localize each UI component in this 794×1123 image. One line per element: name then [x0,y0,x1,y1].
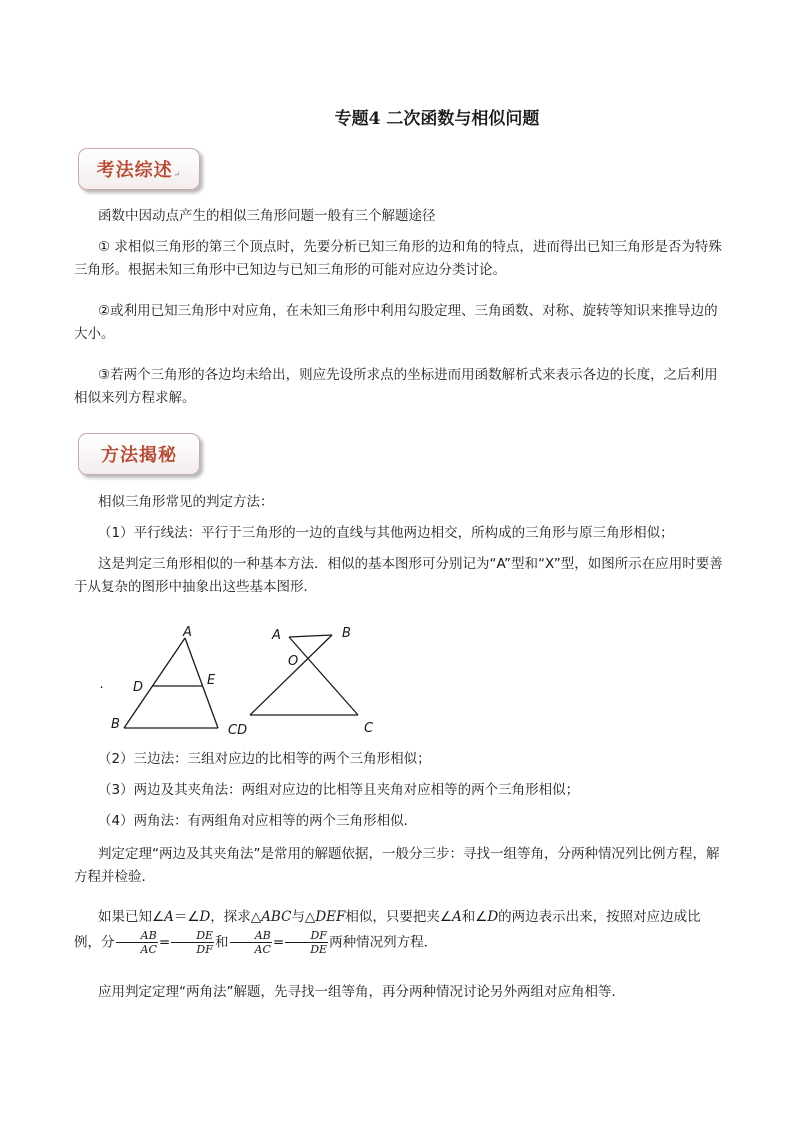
paragraph-sas-steps: 判定定理“两边及其夹角法”是常用的解题依据，一般分三步：寻找一组等角，分两种情况列比例方程，解方程并检验． [74,846,720,885]
section-header-label: 方法揭秘 [101,445,177,466]
paragraph-mark-icon: ↵ [173,170,182,179]
fraction-df-de: $\frac{DF}{DE}$ [285,929,328,956]
similar-triangle-figure [90,620,410,740]
section-header-label: 考法综述 [96,160,173,181]
paragraph-example: 如果已知∠A＝∠D，探求△ABC与△DEF相似，只要把夹∠A和∠D的两边表示出来，按照对应边成比例，分 $\frac{AB}{AC}$ = $\frac{DE}{DF}$ 和 $\frac{AB}{AC}$ = $\frac{DF}{DE}$ 两种情况列方程． [74,909,701,956]
paragraph-basic-figures: 这是判定三角形相似的一种基本方法．相似的基本图形可分别记为“A”型和“X”型，如图所示在应用时要善于从复杂的图形中抽象出这些基本图形． [74,556,723,595]
label-d: D [133,680,144,695]
paragraph-sas: （3）两边及其夹角法：两组对应边的比相等且夹角对应相等的两个三角形相似； [98,782,580,798]
fraction-ab-ac: $\frac{AB}{AC}$ [116,929,158,956]
fraction-de-df: $\frac{DE}{DF}$ [171,929,214,956]
paragraph-method-1: ① 求相似三角形的第三个顶点时，先要分析已知三角形的边和角的特点，进而得出已知三角形是否为特殊三角形。根据未知三角形中已知边与已知三角形的可能对应边分类讨论。 [74,239,722,278]
fraction-ab-ac-2: $\frac{AB}{AC}$ [230,929,272,956]
section-header-exam-overview [78,148,200,190]
paragraph-parallel-method: （1）平行线法：平行于三角形的一边的直线与其他两边相交，所构成的三角形与原三角形相似； [98,525,674,541]
paragraph-aa-application: 应用判定定理“两角法”解题，先寻找一组等角，再分两种情况讨论另外两组对应角相等． [98,984,625,1000]
figure-dot: . [100,677,105,692]
label-b: B [111,717,120,732]
label-e: E [207,673,216,688]
x-type-line-bd [250,635,332,715]
paragraph-aa: （4）两角法：有两组角对应相等的两个三角形相似． [98,813,418,829]
paragraph-criteria-intro: 相似三角形常见的判定方法： [98,494,274,510]
label-x-c: C [364,721,374,736]
paragraph-intro: 函数中因动点产生的相似三角形问题一般有三个解题途径 [98,208,436,224]
x-type-top [289,635,332,637]
label-x-b: B [342,626,351,641]
label-a: A [183,625,192,640]
paragraph-method-3: ③若两个三角形的各边均未给出，则应先设所求点的坐标进而用函数解析式来表示各边的长度，之后利用相似来列方程求解。 [74,367,718,406]
paragraph-three-sides: （2）三边法：三组对应边的比相等的两个三角形相似； [98,751,431,767]
label-cd: CD [228,723,248,738]
page-title: 专题4 二次函数与相似问题 [334,109,540,129]
label-x-o: O [288,654,299,669]
section-header-method-reveal [78,433,200,475]
x-type-line-ac [289,637,358,715]
paragraph-method-2: ②或利用已知三角形中对应角，在未知三角形中利用勾股定理、三角函数、对称、旋转等知识来推导边的大小。 [74,303,718,342]
label-x-a: A [272,628,281,643]
